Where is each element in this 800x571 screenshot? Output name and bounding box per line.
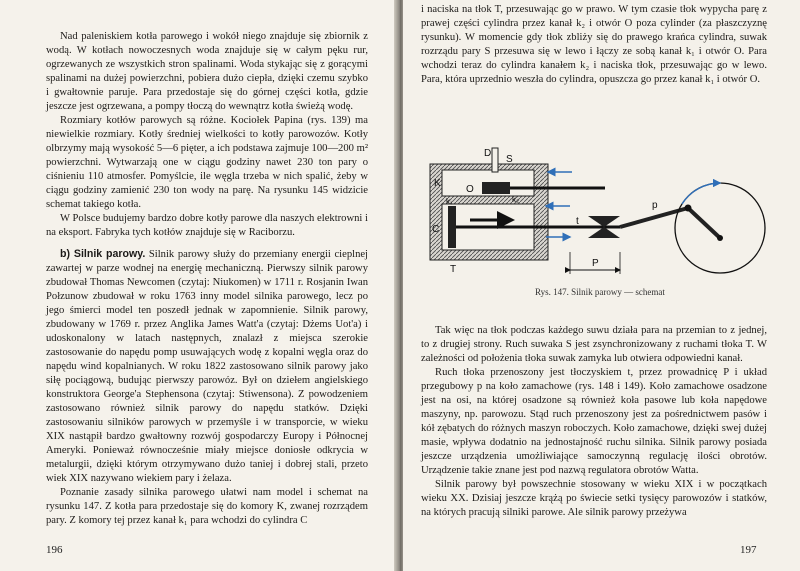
label-k1: k₁ bbox=[446, 197, 453, 206]
slide-valve bbox=[482, 182, 510, 194]
guide-top bbox=[588, 216, 620, 227]
steam-engine-diagram bbox=[420, 142, 780, 290]
page-number-left: 196 bbox=[46, 544, 63, 556]
label-S: S bbox=[506, 154, 513, 165]
right-text-column-top bbox=[421, 3, 767, 87]
section-paragraph bbox=[46, 247, 368, 486]
flywheel-axle bbox=[717, 235, 723, 241]
label-t: t bbox=[576, 216, 579, 227]
crank-arm bbox=[688, 208, 720, 238]
paragraph: Nad paleniskiem kotła parowego i wokół niego znajduje się zbiornik z wodą. W kotłach nowoczesnych woda znajduje się w całym pęku rur, ogrzewanych ze wszystkich stron spalinami. Woda stykając się z gorącymi spalinami na dużej powierzchni, pobiera dużo ciepła, dzięki czemu szybko i gwałtownie paruje. Para przedostaje się do górnej części kotła, gdzie jeszcze jest ogrzewana, a pompy tłoczą do wewnątrz kotła świeżą wodę. bbox=[46, 31, 368, 112]
paragraph: Tak więc na tłok podczas każdego suwu działa para na przemian to z jednej, to z drugiej strony. Ruch suwaka S jest zsynchronizowany z ruchami tłoka T. W zależności od położenia tłoka suwak zamyka lub otwiera odpowiedni kanał. bbox=[421, 325, 767, 364]
label-k2: k₂ bbox=[512, 195, 520, 204]
label-D: D bbox=[484, 148, 492, 159]
page-number-right: 197 bbox=[740, 544, 757, 556]
paragraph: i naciska na tłok T, przesuwając go w prawo. W tym czasie tłok wypycha parę z prawej części cylindra przez kanał k₂ i otwór O poza cylinder (za płaszczyznę rysunku). W momencie gdy tłok zbliży się do prawego krańca cylindra, suwak rozrządu pary S przesuwa się w lewo i łączy ze sobą kanał k₁ i otwór O. Para wchodzi teraz do cylindra kanałem k₂ i naciska tłok, przesuwając go w lewo. Para, która uprzednio weszła do cylindra, opuszcza go przez kanał k₁ i otwór O. bbox=[421, 4, 767, 85]
label-O: O bbox=[466, 184, 474, 195]
section-heading: b) Silnik parowy. bbox=[60, 248, 146, 260]
guide-bottom bbox=[588, 227, 620, 238]
crank-pin bbox=[685, 205, 692, 212]
figure-caption: Rys. 147. Silnik parowy — schemat bbox=[535, 287, 665, 297]
left-text-column bbox=[46, 30, 368, 528]
inlet-pipe bbox=[492, 148, 498, 172]
piston bbox=[448, 206, 456, 248]
paragraph: Silnik parowy był powszechnie stosowany w wieku XIX i w początkach wieku XX. Dzisiaj jeszcze krążą po świecie setki tysięcy parowozów i statków, na których pracują silniki parowe. Ale silnik parowy przeżywa bbox=[421, 479, 767, 518]
paragraph: Poznanie zasady silnika parowego ułatwi nam model i schemat na rysunku 147. Z kotła para przedostaje się do komory K, zwanej rozrządem pary. Z komory tej przez kanał k₁ para wchodzi do cylindra C bbox=[46, 487, 368, 526]
label-K: K bbox=[434, 178, 441, 189]
paragraph: Ruch tłoka przenoszony jest tłoczyskiem t, przez prowadnicę P i układ przegubowy p na koło zamachowe (rys. 148 i 149). Koło zamachowe osadzone jest na osi, na której osadzone są również koła pasowe lub koła napędowe maszyny, np. parowozu. Stąd ruch przenoszony jest za pośrednictwem pasów i kół zębatych do różnych maszyn roboczych. Koło zamachowe, dzięki swej dużej masie, wpływa dodatnio na jednostajność ruchu silnika. Silnik parowy posiada jeszcze urządzenia umożliwiające samoczynną regulację ilości obrotów. Urządzenie takie znane jest pod nazwą regulatora obrotów Watta. bbox=[421, 367, 767, 476]
label-C: C bbox=[432, 224, 440, 235]
rotation-arrow bbox=[682, 183, 720, 204]
paragraph: W Polsce budujemy bardzo dobre kotły parowe dla naszych elektrowni i na eksport. Fabryka tych kotłów znajduje się w Raciborzu. bbox=[46, 213, 368, 238]
label-P: P bbox=[592, 258, 599, 269]
section-text: Silnik parowy służy do przemiany energii cieplnej zawartej w parze wodnej na energię mechaniczną. Pierwszy silnik parowy zbudował Thomas Newcomen (czytaj: Niukomen) w 1711 r. Rosjanin Iwan Połzunow zbudował w roku 1763 inny model silnika parowego, lecz po jego śmierci model ten poszedł jednak w zapomnienie. Silnik parowy, zbudowany w 1769 r. przez Anglika James Watt'a (czytaj: Dżems Uot'a) i udoskonalony w latach następnych, znalazł z miejsca szerokie zastosowanie do napędu pomp usuwających wodę z kopalni węgla oraz do napędu wind kopalnianych. W roku 1822 zastosowano silnik parowy jako siłę pociągową, budując pierwszy parowóz. Był on dziełem angielskiego konstruktora George'a Stephensona (czytaj: Stiwensona). Z powodzeniem zastosowano również silnik parowy do napędu statków. Dzięki zastosowaniu silników parowych w przemyśle i w transporcie, w wieku XIX nastąpił bardzo gwałtowny rozwój gospodarczy Europy i Północnej Ameryki. Ponieważ równocześnie miały miejsce doniosłe odkrycia w metalurgii, dzięki którym otrzymywano dużo taniej i dobrej stali, przeto wiek XIX nazywano wiekiem pary i żelaza. bbox=[46, 249, 369, 484]
left-page bbox=[0, 0, 397, 571]
right-text-column-bottom bbox=[421, 324, 767, 520]
label-T: T bbox=[450, 264, 457, 275]
paragraph: Rozmiary kotłów parowych są różne. Kociołek Papina (rys. 139) ma niewielkie rozmiary. Kotły średniej wielkości to kotły parowozów. Kotły olbrzymy mają wysokość 5—6 pięter, a ich podstawa zajmuje 100—200 m² powierzchni. Wytwarzają one w ciągu godziny nawet 230 ton pary o ciśnieniu 110 atmosfer. Pomyślcie, ile węgla trzeba w nich spalić, żeby w ciągu godziny zamienić 230 ton wody na parę. Na rysunku 145 widzicie schemat takiego kotła. bbox=[46, 115, 368, 210]
label-p: p bbox=[652, 200, 658, 211]
